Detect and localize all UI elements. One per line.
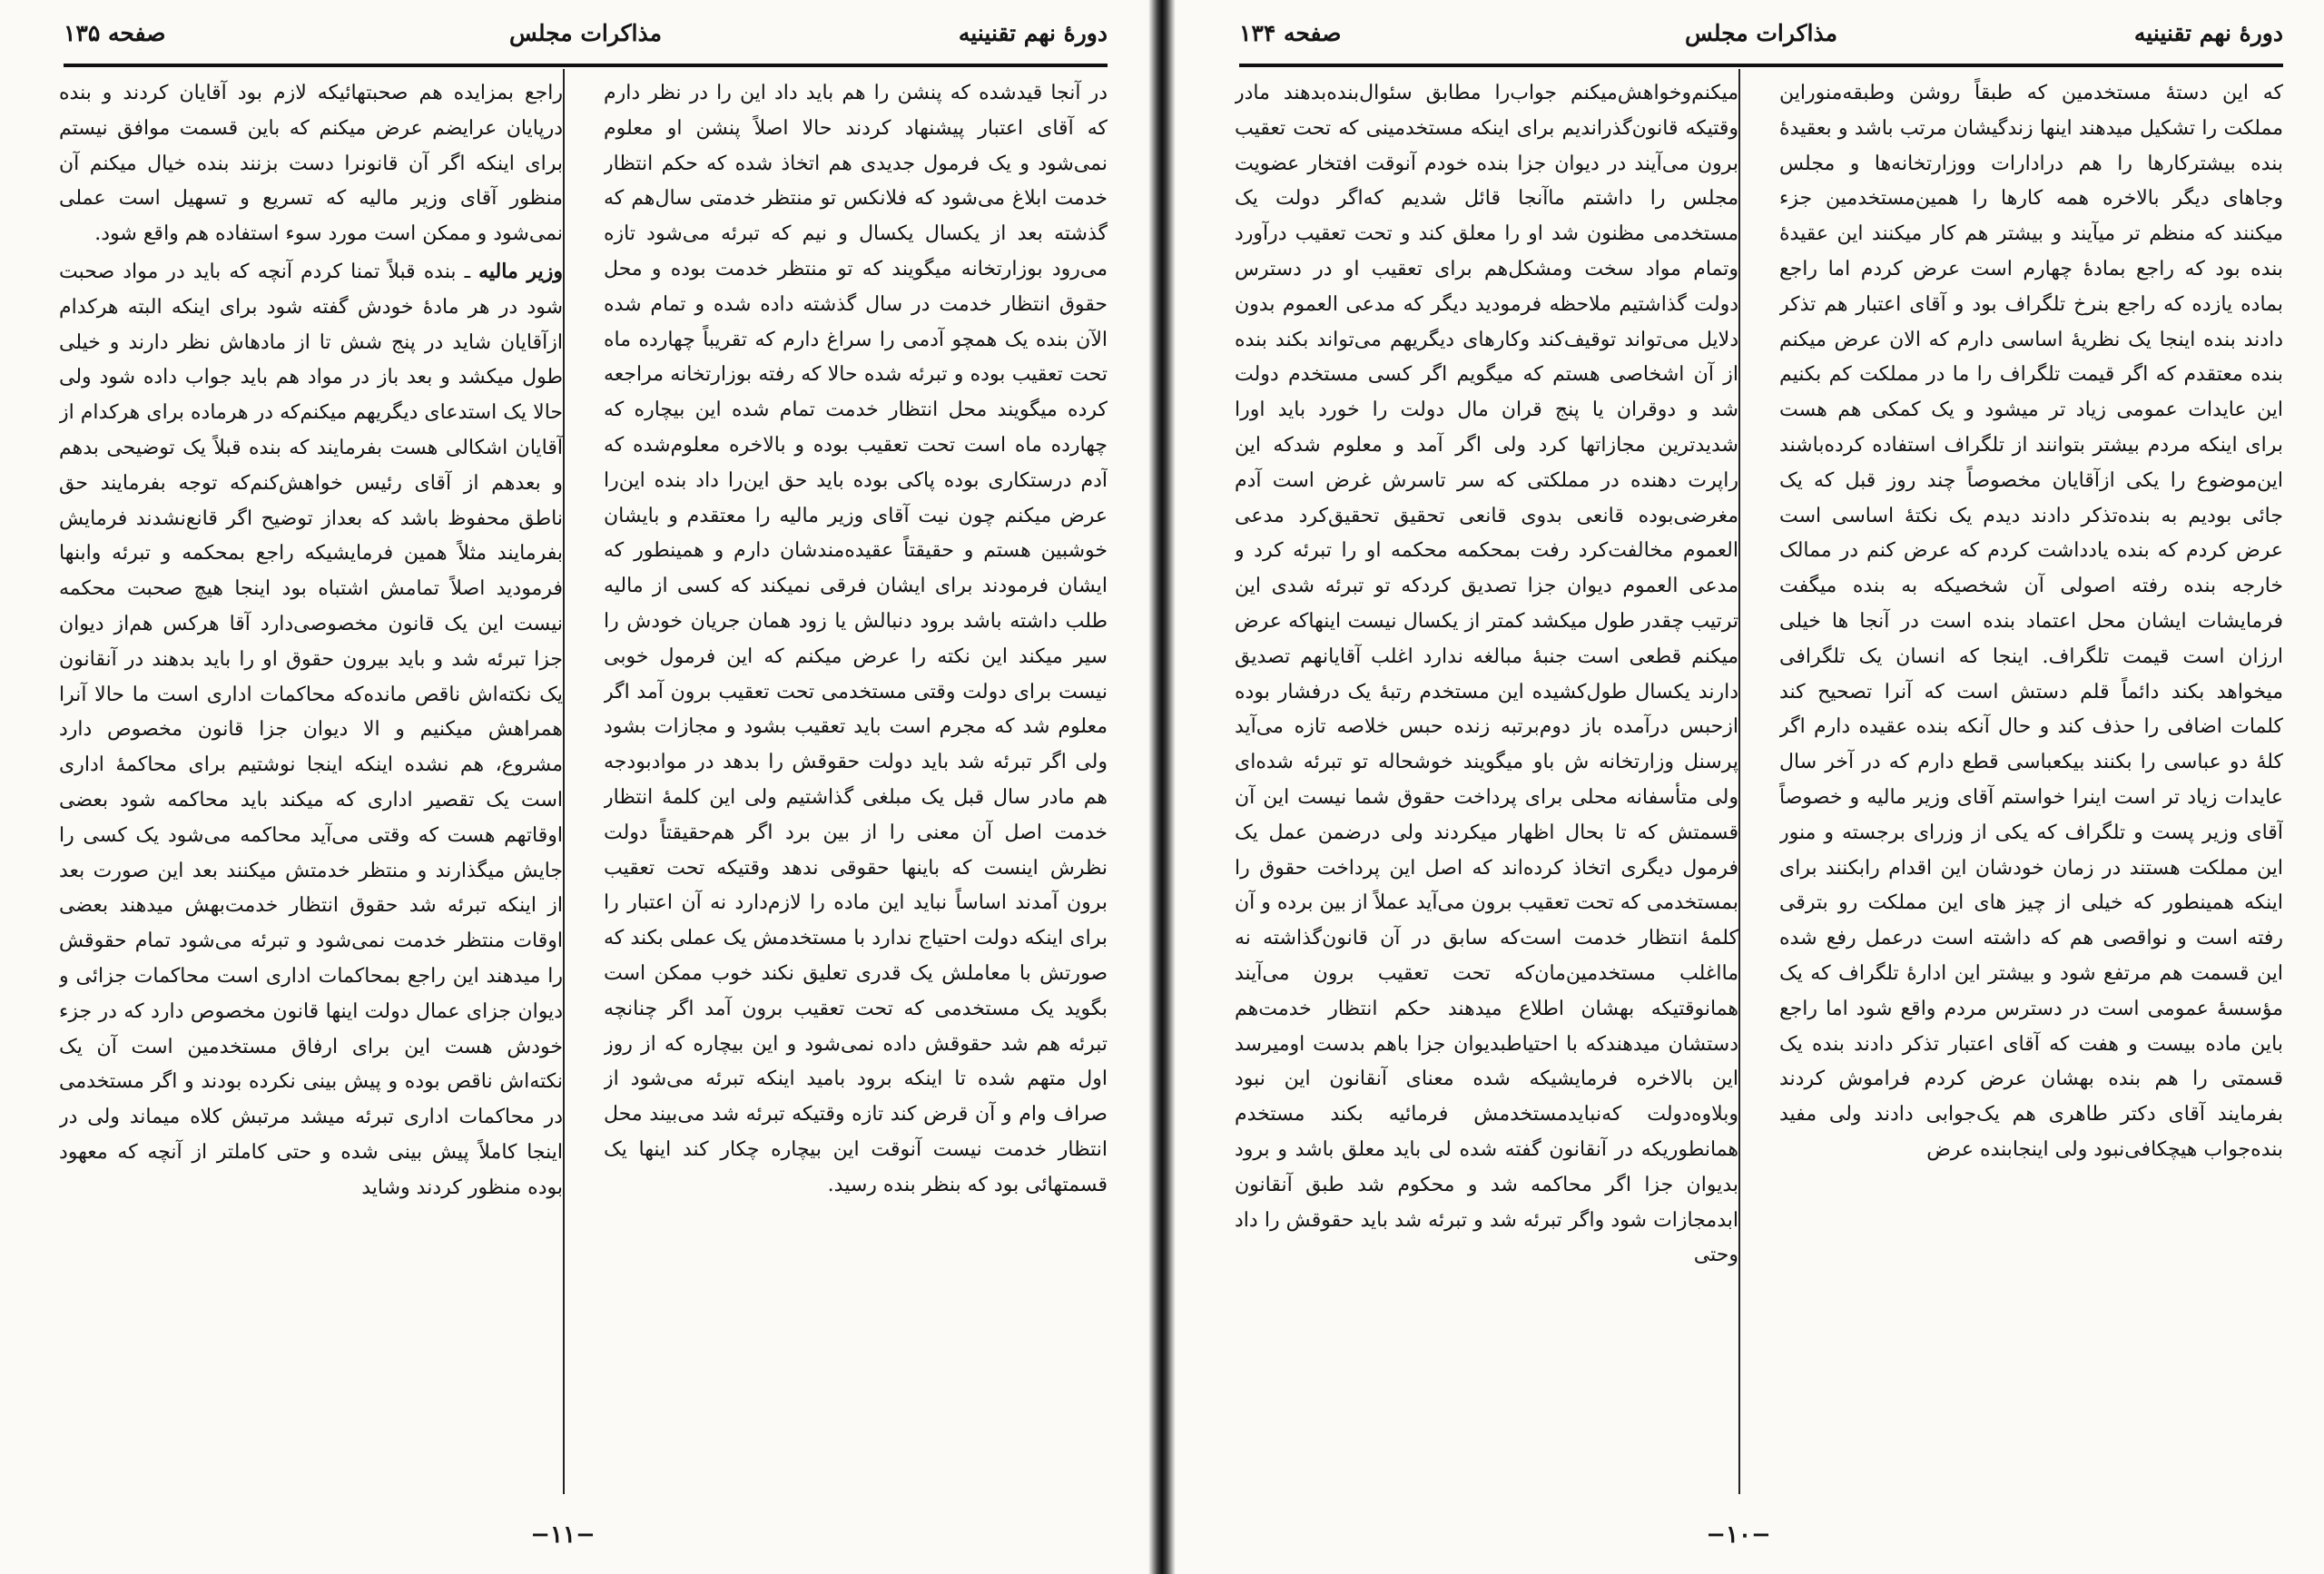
header-page-label: صفحه ۱۳۴ [1239,20,1342,46]
paragraph: در آنجا قیدشده که پنشن را هم باید داد این را در نظر دارم که آقای اعتبار پیشنهاد کردند حالا اصلاً پنشن او معلوم نمی‌شود و یک فرمول جدیدی هم اتخاذ شده که حکم انتظار خدمت ابلاغ می‌شود که فلانکس تو منتظر خدمتی سال‌هم که گذشته بعد از یکسال یکسال و نیم که تبرئه می‌شود تازه می‌رود بوزارتخانه میگویند که تو منتظر خدمت بوده‌ و محل حقوق انتظار خدمت در سال گذشته داده شده و تمام شده الآن بنده یک همچو آدمی را سراغ دارم که تقریباً چهارده ماه تحت تعقیب بوده و تبرئه شده حالا که رفته بوزارتخانه مراجعه کرده‌ میگویند محل انتظار خدمت تمام شده این بیچاره که چهارده ماه است تحت تعقیب بوده و بالاخره معلوم‌شده که آدم درستکاری بوده پاکی بوده باید حق این‌را داد بنده این‌را عرض میکنم چون نیت آقای وزیر مالیه را معتقدم و بایشان خوشبین هستم و حقیقتاً عقیده‌مندشان دارم و همینطور که ایشان فرمودند برای ایشان فرقی نمیکند که کسی از مالیه طلب داشته باشد برود دنبالش یا زود همان جریان خودش را سیر میکند این نکته را عرض میکنم که این فرمول خوبی نیست برای دولت وقتی مستخدمی تحت تعقیب برون آمد اگر معلوم شد که مجرم است باید تعقیب بشود و مجازات بشود ولی اگر تبرئه شد باید دولت حقوقش را بدهد در موادبودجه هم مادر سال قبل یک مبلغی گذاشتیم ولی این کلمهٔ انتظار خدمت اصل آن معنی را از بین برد اگر هم‌حقیقتاً دولت نظرش اینست که باینها حقوقی ندهد وقتیکه تحت تعقیب برون آمدند اساساً نباید این ماده را لازم‌دارد نه آن اعتبار را برای اینکه دولت احتیاج ندارد با مستخدمش یک عملی بکند که صورتش با معاملش یک قدری تعلیق نکند خوب ممکن است بگوید یک مستخدمی که تحت تعقیب برون آمد اگر چنانچه تبرئه هم شد حقوقش داده نمی‌شود و این بیچاره که از روز اول متهم شده تا اینکه برود بامید اینکه تبرئه می‌شود از صراف وام و آن قرض کند تازه وقتیکه تبرئه شد می‌بیند محل انتظار خدمت نیست آنوقت این بیچاره چکار کند اینها یک قسمتهائی بود که بنظر بنده رسید. [604,82,1108,1196]
paragraph: وزیر مالیه ـ بنده قبلاً تمنا کردم آنچه که باید در مواد صحبت شود در هر مادهٔ خودش گفته شود برای اینکه البته هرکدام ازآقایان شاید در پنج شش تا از مادهاش نظر دارند و خیلی طول میکشد و بعد باز در مواد هم باید جواب داده شود ولی حالا یک استدعای دیگریهم میکنم‌که در هرماده برای هرکدام از آقایان اشکالی هست بفرمایند که بنده قبلاً یک توضیحی بدهم و بعدهم از آقای رئیس خواهش‌کنم‌که توجه بفرمایند حق ناطق محفوظ باشد که بعداز توضیح اگر قانع‌نشدند فرمایش بفرمایند مثلاً همین فرمایشیکه راجع بمحکمه و تبرئه وابنها فرمودید اصلاً تمامش اشتباه بود اینجا هیچ صحبت محکمه نیست این یک قانون مخصوصی‌دارد آقا هرکس هم‌از دیوان جزا تبرئه شد و باید بیرون حقوق او را باید بدهند در آنقانون یک نکته‌اش ناقص مانده‌که محاکمات اداری است ما حالا آنرا همراهش میکنیم و الا دیوان جزا قانون مخصوص دارد مشروع، هم نشده اینکه اینجا نوشتیم برای محاکمهٔ اداری است یک تقصیر اداری که میکند باید محاکمه شود بعضی اوقاتهم هست که وقتی می‌آید محاکمه می‌شود یک کسی را جایش میگذارند و منتظر خدمتش میکنند بعد این صورت بعد از اینکه تبرئه شد حقوق انتظار خدمت‌بهش میدهند بعضی اوقات منتظر خدمت نمی‌شود و تبرئه می‌شود تمام حقوقش را میدهند این راجع بمحاکمات اداری است محاکمات جزائی و دیوان جزای عمال دولت اینها قانون مخصوص دارد که در جزء خودش هست این برای ارفاق مستخدمین است آن یک نکته‌اش ناقص بوده و پیش بینی نکرده بودند و اگر مستخدمی در محاکمات اداری تبرئه میشد مرتبش کلاه میماند ولی در اینجا کاملاً پیش بینی شده و حتی کاملتر از آنچه که معهود بوده منظور کردند وشاید [59,259,563,1199]
page-number: −۱۱− [530,1521,596,1549]
paragraph: که این دستهٔ مستخدمین که طبقاً روشن وطبقه‌منوراین مملکت را تشکیل میدهند اینها زندگیشان مرتب باشد و بعقیدهٔ بنده بیشترکارها را هم درادارات ووزارتخانه‌ها و مجلس وجاهای دیگر بالاخره همه کارها را همین‌مستخدمین جزء میکنند که منظم تر میآیند و بیشتر هم کار میکنند این عقیدهٔ بنده بود که راجع بمادهٔ چهارم است عرض کردم اما راجع بماده یازده که راجع بنرخ تلگراف بود و آقای اعتبار هم تذکر دادند بنده اینجا یک نظریهٔ اساسی دارم که الان عرض میکنم بنده معتقدم که اگر قیمت تلگراف را ما در مملکت کم بکنیم این عایدات عمومی زیاد تر میشود و یک کمکی هم هست برای اینکه مردم بیشتر بتوانند از تلگراف استفاده کرده‌باشند این‌موضوع را یکی ازآقایان مخصوصاً چند روز قبل که یک جائی بودیم به بنده‌تذکر دادند دیدم یک نکتهٔ اساسی است عرض کردم که بنده یادداشت کردم که عرض کنم در ممالک خارجه بنده رفته اصولی آن شخصیکه به بنده میگفت فرمایشات ایشان محل اعتماد بنده است در آنجا ها خیلی ارزان است قیمت تلگراف. اینجا که انسان یک تلگرافی میخواهد بکند دائماً قلم دستش است که آنرا تصحیح کند کلمات اضافی را حذف کند و حال آنکه بنده عقیده دارم اگر کلهٔ دو عباسی را بکنند بیکعباسی قطع دارم که در آخر سال عایدات زیاد تر است اینرا خواستم آقای وزیر مالیه و خصوصاً آقای وزیر پست و تلگراف که یکی از وزرای برجسته و منور این مملکت هستند در زمان خودشان این اقدام رابکنند برای اینکه همینطور که خیلی از چیز های این مملکت رو بترقی رفته است و نواقصی هم که داشته است درعمل رفع شده این قسمت هم مرتفع شود و بیشتر این ادارهٔ تلگراف که یک مؤسسهٔ عمومی است در دسترس مردم واقع شود اما راجع باین ماده بیست و هفت که آقای اعتبار تذکر دادند بنده یک قسمتی را هم بنده بهشان عرض کردم فراموش کردند بفرمایند آقای دکتر طاهری هم یک‌جوابی دادند ولی مفید بنده‌جواب هیچکافی‌نبود ولی اینجابنده عرض [1779,82,2283,1161]
text-column-right [1779,76,2283,1492]
column-divider [563,69,565,1494]
text-column-left [59,76,563,1492]
header-session-title: دورهٔ نهم تقنینیه [958,20,1108,46]
column-divider [1738,69,1740,1494]
right-page [1176,0,2324,1574]
header-publication-title: مذاکرات مجلس [508,20,663,46]
text-column-left [1235,76,1738,1492]
text-column-right [604,76,1108,1492]
left-page [0,0,1148,1574]
header-publication-title: مذاکرات مجلس [1684,20,1838,46]
page-header [1239,13,2283,67]
header-session-title: دورهٔ نهم تقنینیه [2133,20,2283,46]
paragraph: میکنم‌وخواهش‌میکنم جواب‌را مطابق سئوال‌بنده‌بدهند مادر وقتیکه قانون‌گذراندیم برای اینکه مستخدمینی که تحت تعقیب برون می‌آیند در دیوان جزا بنده خودم آنوقت افتخار عضویت مجلس را داشتم ماآنجا قائل شدیم که‌اگر دولت یک مستخدمی مظنون شد او را معلق کند و تحت تعقیب درآورد وتمام مواد سخت ومشکل‌هم برای تعقیب او در دسترس دولت گذاشتیم ملاحظه فرمودید دیگر که مدعی العموم بدون دلایل می‌تواند توقیف‌کند وکارهای دیگریهم می‌تواند بکند بنده از آن اشخاصی هستم که میگویم اگر کسی مستخدم دولت شد و دوقران یا پنج قران مال دولت را خورد باید اورا شدیدترین مجازاتها کرد ولی اگر آمد و معلوم شدکه این راپرت دهنده در مملکتی که سر تاسرش غرض است آدم مغرضی‌بوده قانعی بدوی قانعی تحقیق تحقیق‌کرد مدعی العموم مخالفت‌کرد رفت بمحکمه محکمه او را تبرئه کرد و مدعی العموم دیوان جزا تصدیق کردکه تو تبرئه شدی این ترتیب چقدر طول میکشد کمتر از یکسال نیست اینهاکه عرض میکنم قطعی است جنبهٔ مبالغه ندارد اغلب آقایانهم تصدیق دارند یکسال طول‌کشیده این مستخدم رتبهٔ یک درفشار بوده ازحبس درآمده باز دوم‌برتبه زنده حبس خلاصه تازه می‌آید پرسنل وزارتخانه ش باو میگویند خوشحاله تو تبرئه شده‌ای ولی متأسفانه محلی برای پرداخت حقوق شما نیست این آن قسمتش که تا بحال اظهار میکردند ولی درضمن عمل یک فرمول دیگری اتخاذ کرده‌اند که اصل این پرداخت حقوق را بمستخدمی که تحت تعقیب برون می‌آید عملاً از بین برده و آن کلمهٔ انتظار خدمت است‌که سابق در آن قانون‌گذاشته نه مااغلب مستخدمین‌مان‌که تحت تعقیب برون می‌آیند همانوقتیکه بهشان اطلاع میدهند حکم انتظار خدمت‌هم دستشان میدهند‌که با احتیاطبدیوان جزا باهم بدست اومیرسد این بالاخره فرمایشیکه شده معنای آنقانون این نبود وبلاوه‌دولت که‌نباید‌مستخدمش فرمائیه بکند مستخدم همانطوریکه در آنقانون گفته شده لی باید معلق باشد و برود بدیوان جزا اگر محاکمه شد و محکوم شد طبق آنقانون ابدمجازات شود واگر تبرئه شد و تبرئه شد باید حقوقش را داد وحتی [1235,82,1738,1267]
book-gutter [1148,0,1176,1574]
header-page-label: صفحه ۱۳۵ [64,20,166,46]
paragraph: راجع بمزایده هم صحبتهائیکه لازم بود آقایان کردند و بنده درپایان عرایضم عرض میکنم که باین قسمت موافق نیستم برای اینکه اگر آن قانونرا دست بزنند بنده خیال میکنم آن منظور آقای وزیر مالیه که تسریع و تسهیل است عملی نمی‌شود و ممکن است مورد سوء استفاده هم واقع شود. [59,82,563,246]
speaker-name: وزیر مالیه [478,259,563,283]
page-number: −۱۰− [1706,1521,1771,1549]
page-header [64,13,1108,67]
